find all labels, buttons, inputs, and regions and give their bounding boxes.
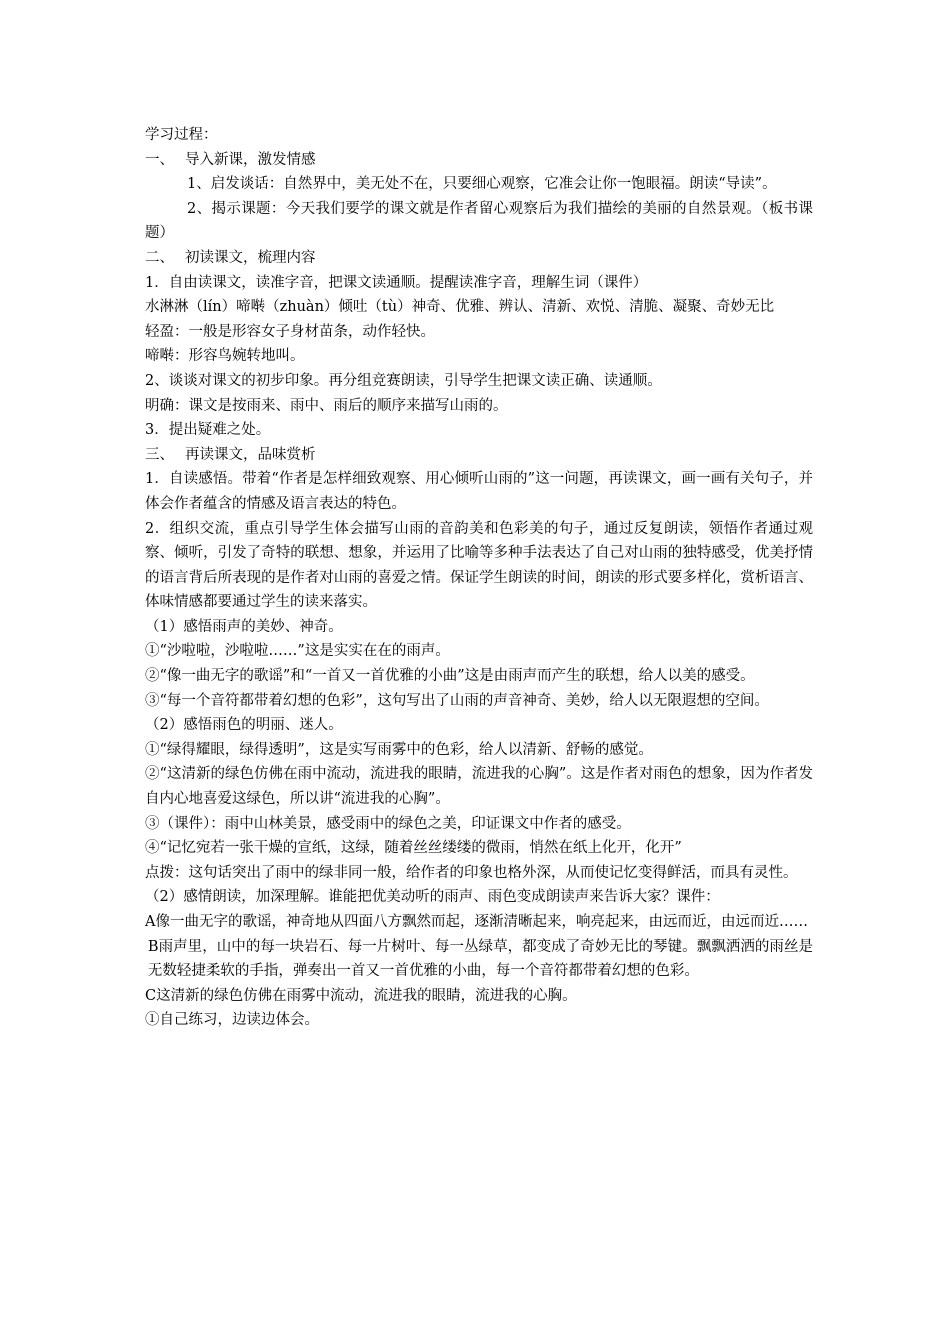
section-2-title: 初读课文，梳理内容 [185,249,316,266]
section-3-item-3: ③“每一个音符都带着幻想的色彩”，这句写出了山雨的声音神奇、美妙，给人以无限遐想的空间。 [145,692,769,709]
section-2-definition-1: 轻盈：一般是形容女子身材苗条，动作轻快。 [145,323,435,340]
section-3-subheading-1: （1）感悟雨声的美妙、神奇。 [145,618,343,635]
section-3-item-4: ①“绿得耀眼，绿得透明”，这是实写雨雾中的色彩，给人以清新、舒畅的感觉。 [145,741,653,758]
section-3-item-7: ④“记忆宛若一张干燥的宣纸，这绿，随着丝丝缕缕的微雨，悄然在纸上化开，化开” [145,840,682,857]
section-3-item-6: ③（课件）：雨中山林美景，感受雨中的绿色之美，印证课文中作者的感受。 [145,815,631,832]
section-3-reading-a: A像一曲无字的歌谣，神奇地从四面八方飘然而起，逐渐清晰起来，响亮起来，由远而近，由远而近…… [145,914,808,930]
section-2-paragraph-2: 2、谈谈对课文的初步印象。再分组竞赛朗读，引导学生把课文读正确、读通顺。 [145,372,662,389]
section-3-title: 再读课文，品味赏析 [185,446,316,463]
section-3-item-2: ②“像一曲无字的歌谣”和“一首又一首优雅的小曲”这是由雨声而产生的联想，给人以美的感受。 [145,668,755,685]
section-3-reading-c: C这清新的绿色仿佛在雨雾中流动，流进我的眼睛，流进我的心胸。 [145,987,577,1004]
document-body [145,123,813,1033]
doc-heading: 学习过程： [145,127,218,143]
section-2-definition-2: 啼啭：形容鸟婉转地叫。 [145,348,305,365]
section-3-reading-b: B雨声里，山中的每一块岩石、每一片树叶、每一丛绿草，都变成了奇妙无比的琴键。飘飘洒洒的雨丝是无数轻捷柔软的手指，弹奏出一首又一首优雅的小曲，每一个音符都带着幻想的色彩。 [147,938,813,980]
section-3-subheading-3: （2）感情朗读，加深理解。谁能把优美动听的雨声、雨色变成朗读声来告诉大家？课件： [145,889,720,906]
section-1-number: 一、 [145,151,174,168]
section-1-paragraph-2: 2、揭示课题：今天我们要学的课文就是作者留心观察后为我们描绘的美丽的自然景观。（板书课题） [145,200,813,242]
section-2-paragraph-1: 1．自由读课文，读准字音，把课文读通顺。提醒读准字音，理解生词（课件） [145,274,648,291]
section-1-paragraph-1: 1、启发谈话：自然界中，美无处不在，只要细心观察，它准会让你一饱眼福。朗读“导读”。 [187,176,777,193]
section-3-number: 三、 [145,446,174,463]
section-3-subheading-2: （2）感悟雨色的明丽、迷人。 [145,717,343,734]
section-2-vocabulary: 水淋淋（lín）啼啭（zhuàn）倾吐（tù）神奇、优雅、辨认、清新、欢悦、清脆、凝聚、奇妙无比 [145,299,775,316]
section-2-heading [145,246,813,271]
section-3-item-5: ②“这清新的绿色仿佛在雨中流动，流进我的眼睛，流进我的心胸”。这是作者对雨色的想象，因为作者发自内心地喜爱这绿色，所以讲“流进我的心胸”。 [145,766,813,808]
section-3-item-1: ①“沙啦啦，沙啦啦……”这是实实在在的雨声。 [145,643,450,660]
section-1-title: 导入新课，激发情感 [185,151,316,168]
section-3-paragraph-2: 2．组织交流，重点引导学生体会描写山雨的音韵美和色彩美的句子，通过反复朗读，领悟作者通过观察、倾听，引发了奇特的联想、想象，并运用了比喻等多种手法表达了自己对山雨的独特感受，优美抒情的语言背后所表现的是作者对山雨的喜爱之情。保证学生朗读的时间，朗读的形式要多样化，赏析语言、体味情感都要通过学生的读来落实。 [145,520,813,611]
section-3-practice: ①自己练习，边读边体会。 [145,1012,319,1029]
section-3-paragraph-1: 1．自读感悟。带着“作者是怎样细致观察、用心倾听山雨的”这一问题，再读课文，画一画有关句子，并体会作者蕴含的情感及语言表达的特色。 [145,471,813,512]
section-3-note: 点拨：这句话突出了雨中的绿非同一般，给作者的印象也格外深，从而使记忆变得鲜活，而具有灵性。 [145,864,798,881]
section-2-paragraph-3: 3．提出疑难之处。 [145,422,271,439]
section-1-heading [145,148,813,173]
section-2-number: 二、 [145,249,174,266]
section-2-clarification: 明确：课文是按雨来、雨中、雨后的顺序来描写山雨的。 [145,397,508,414]
section-3-heading [145,443,813,468]
